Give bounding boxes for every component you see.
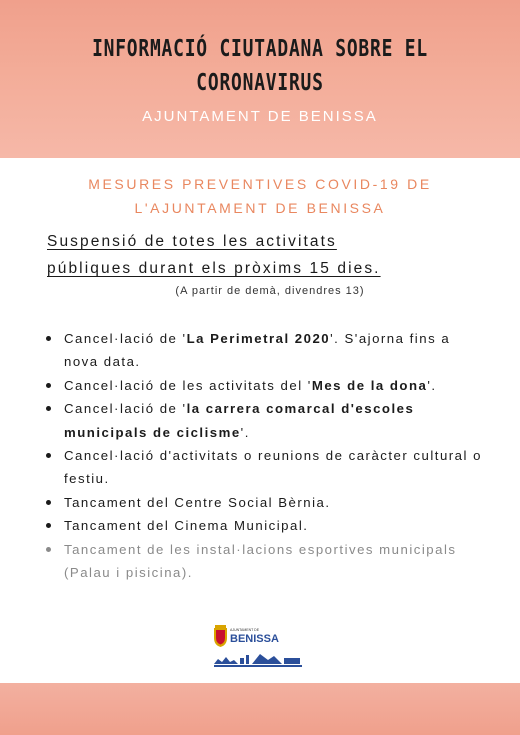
- highlight-line1: Suspensió de totes les activitats: [47, 233, 337, 250]
- list-item: Cancel·lació de 'La Perimetral 2020'. S'ajorna fins a nova data.: [44, 327, 484, 374]
- list-item: Cancel·lació d'activitats o reunions de caràcter cultural o festiu.: [44, 444, 484, 491]
- date-note: (A partir de demà, divendres 13): [175, 285, 365, 297]
- list-item: Tancament de les instal·lacions esportives municipals (Palau i pisicina).: [44, 538, 484, 585]
- benissa-logo: [212, 624, 312, 672]
- page-title-line2: CORONAVIRUS: [196, 70, 324, 96]
- section-title-line2: L'AJUNTAMENT DE BENISSA: [134, 200, 386, 216]
- header-banner: [0, 0, 520, 158]
- logo-name: BENISSA: [230, 633, 279, 645]
- logo-small-text: AJUNTAMENT DE: [230, 628, 260, 632]
- section-title-line1: MESURES PREVENTIVES COVID-19 DE: [88, 176, 432, 192]
- skyline-icon: [214, 654, 302, 667]
- list-item: Cancel·lació de 'la carrera comarcal d'escoles municipals de ciclisme'.: [44, 397, 484, 444]
- highlight-line2: públiques durant els pròxims 15 dies.: [47, 260, 381, 277]
- page-title-line1: INFORMACIÓ CIUTADANA SOBRE EL: [92, 36, 428, 62]
- page-subtitle: AJUNTAMENT DE BENISSA: [142, 108, 378, 125]
- measures-list: [44, 327, 484, 584]
- footer-band: [0, 683, 520, 735]
- list-item: Tancament del Centre Social Bèrnia.: [44, 491, 484, 514]
- list-item: Cancel·lació de les activitats del 'Mes de la dona'.: [44, 374, 484, 397]
- list-item: Tancament del Cinema Municipal.: [44, 514, 484, 537]
- coat-of-arms-icon: [214, 625, 227, 647]
